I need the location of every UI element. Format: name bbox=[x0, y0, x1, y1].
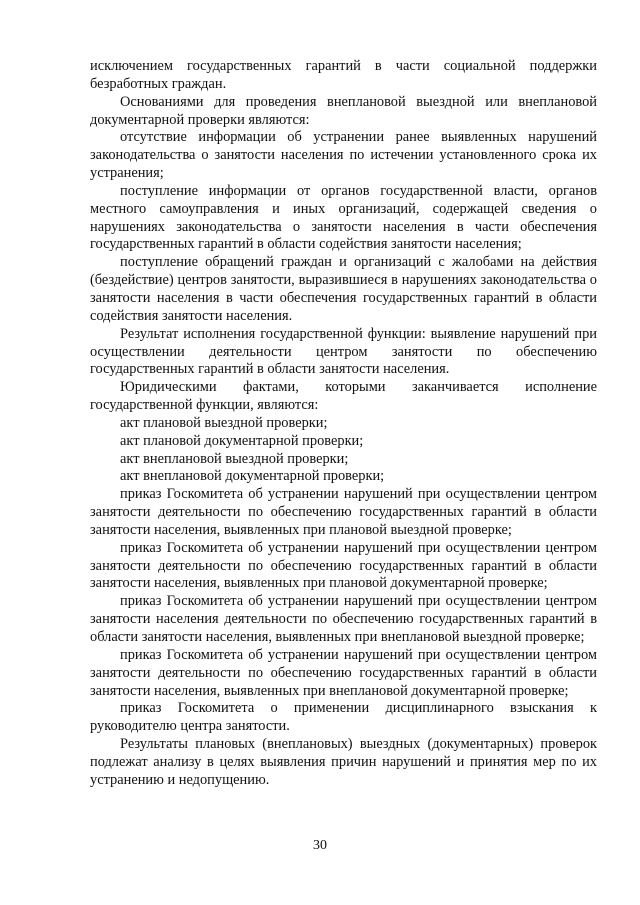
list-item-act-3: акт внеплановой выездной проверки; bbox=[120, 450, 349, 467]
list-item-act-2: акт плановой документарной проверки; bbox=[120, 432, 364, 449]
page-number: 30 bbox=[313, 838, 327, 853]
list-item-act-4: акт внеплановой документарной проверки; bbox=[120, 468, 385, 485]
list-item-order-4: приказ Госкомитета об устранении нарушений при осуществлении центром занятости деятельности по обеспечению государственных гарантий в области занятости населения, выявленных при внеплановой документарной проверке; bbox=[90, 646, 597, 699]
paragraph-ground-2: поступление информации от органов государственной власти, органов местного самоуправления и иных организаций, содержащей сведения о нарушениях законодательства о занятости населения в части обеспечения государственных гарантий в области содействия занятости населения; bbox=[90, 182, 597, 253]
paragraph-continuation: исключением государственных гарантий в части социальной поддержки безработных граждан. bbox=[90, 58, 597, 92]
list-item-act-1: акт плановой выездной проверки; bbox=[120, 414, 328, 431]
paragraph-legal-facts: Юридическими фактами, которыми заканчивается исполнение государственной функции, являются: bbox=[90, 379, 597, 414]
paragraph-analysis: Результаты плановых (внеплановых) выездных (документарных) проверок подлежат анализу в целях выявления причин нарушений и принятия мер по их устранению и недопущению. bbox=[90, 736, 597, 788]
paragraph-grounds: Основаниями для проведения внеплановой выездной или внеплановой документарной проверки являются: bbox=[90, 93, 597, 128]
list-item-order-2: приказ Госкомитета об устранении нарушений при осуществлении центром занятости деятельности по обеспечению государственных гарантий в области занятости населения, выявленных при плановой документарной проверке; bbox=[90, 539, 597, 592]
list-item-order-5: приказ Госкомитета о применении дисциплинарного взыскания к руководителю центра занятости. bbox=[90, 700, 597, 735]
paragraph-ground-1: отсутствие информации об устранении ранее выявленных нарушений законодательства о занятости населения по истечении установленного срока их устранения; bbox=[90, 129, 597, 182]
paragraph-result: Результат исполнения государственной функции: выявление нарушений при осуществлении деятельности центром занятости по обеспечению государственных гарантий в области занятости населения. bbox=[90, 325, 597, 378]
list-item-order-3: приказ Госкомитета об устранении нарушений при осуществлении центром занятости населения деятельности по обеспечению государственных гарантий в области занятости населения, выявленных при внеплановой выездной проверке; bbox=[90, 593, 597, 645]
document-page bbox=[90, 58, 597, 790]
list-item-order-1: приказ Госкомитета об устранении нарушений при осуществлении центром занятости деятельности по обеспечению государственных гарантий в области занятости населения, выявленных при плановой выездной проверке; bbox=[90, 486, 597, 538]
paragraph-ground-3: поступление обращений граждан и организаций с жалобами на действия (бездействие) центров занятости, выразившиеся в нарушениях законодательства о занятости населения в части обеспечения государственных гарантий в области содействия занятости населения. bbox=[90, 254, 597, 324]
